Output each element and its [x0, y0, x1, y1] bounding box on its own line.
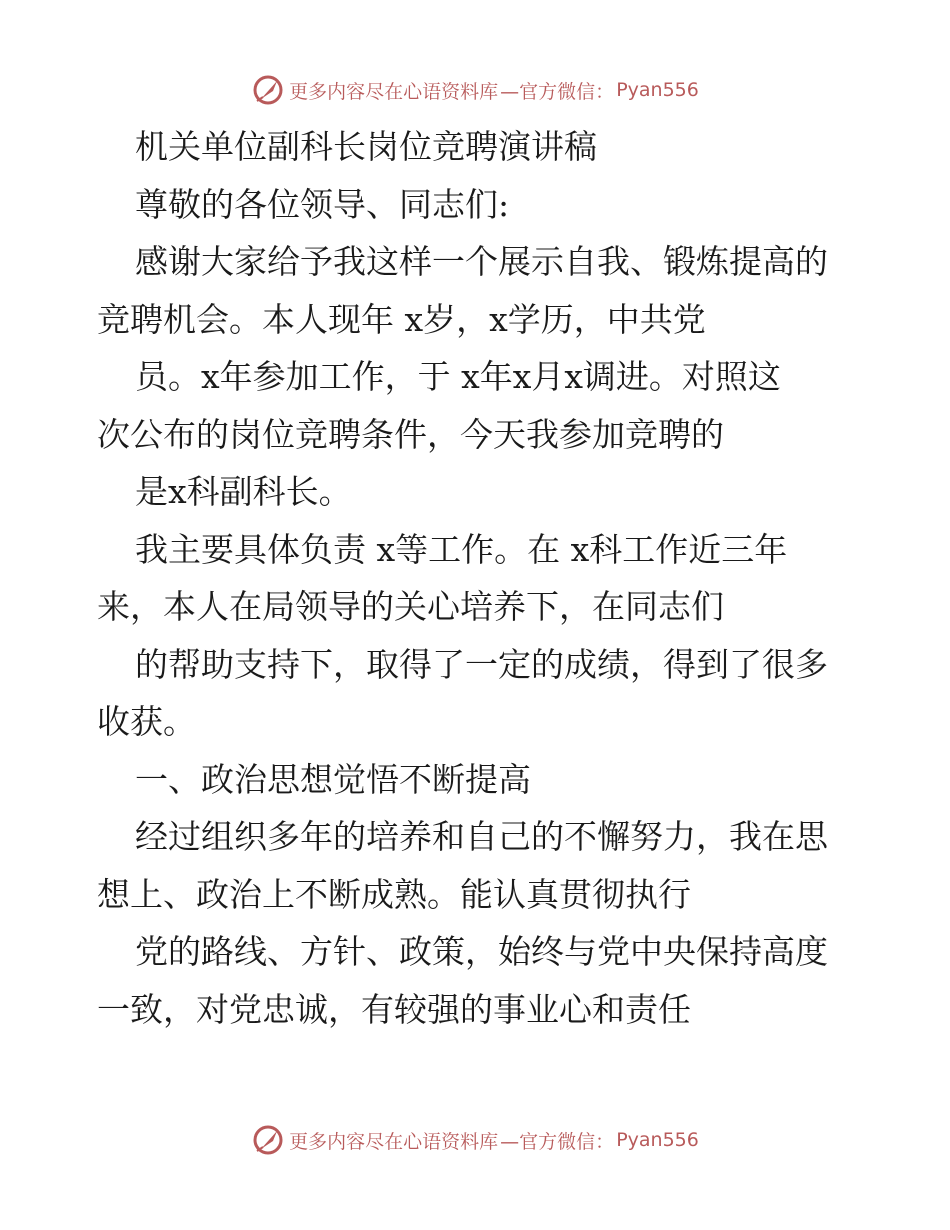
- watermark-text: 更多内容尽在心语资料库: [289, 80, 499, 103]
- document-body: [97, 118, 857, 1038]
- watermark-id: Pyan556: [616, 1129, 699, 1151]
- header-watermark: [0, 70, 950, 110]
- text-line: 次公布的岗位竞聘条件，今天我参加竞聘的: [97, 414, 724, 454]
- text-line: 竞聘机会。本人现年 x岁，x学历，中共党: [97, 299, 706, 339]
- text-line: 经过组织多年的培养和自己的不懈努力，我在思: [135, 817, 828, 856]
- text-line: 党的路线、方针、政策，始终与党中央保持高度: [135, 932, 828, 971]
- footer-watermark: [0, 1120, 950, 1160]
- text-line: 想上、政治上不断成熟。能认真贯彻执行: [97, 874, 691, 914]
- text-line: 来，本人在局领导的关心培养下，在同志们: [97, 587, 724, 626]
- text-line: 一致，对党忠诚，有较强的事业心和责任: [97, 989, 691, 1029]
- text-line: 一、政治思想觉悟不断提高: [135, 759, 531, 799]
- watermark-separator: —官方微信：: [500, 80, 615, 103]
- text-line: 是x科副科长。: [135, 472, 352, 511]
- text-line: 收获。: [97, 702, 196, 741]
- watermark-separator: —官方微信：: [500, 1130, 615, 1153]
- text-line: 我主要具体负责 x等工作。在 x科工作近三年: [135, 529, 788, 569]
- paragraph-lines: [97, 233, 857, 1038]
- watermark-text: 更多内容尽在心语资料库: [289, 1130, 499, 1153]
- document-title: 机关单位副科长岗位竞聘演讲稿: [135, 127, 597, 166]
- quill-pen-logo-icon: [251, 73, 285, 107]
- document-greeting: 尊敬的各位领导、同志们:: [135, 184, 510, 224]
- text-line: 感谢大家给予我这样一个展示自我、锻炼提高的: [135, 242, 828, 281]
- text-line: 的帮助支持下，取得了一定的成绩，得到了很多: [135, 644, 828, 684]
- text-line: 员。x年参加工作，于 x年x月x调进。对照这: [135, 357, 781, 396]
- quill-pen-logo-icon: [251, 1123, 285, 1157]
- watermark-id: Pyan556: [616, 79, 699, 101]
